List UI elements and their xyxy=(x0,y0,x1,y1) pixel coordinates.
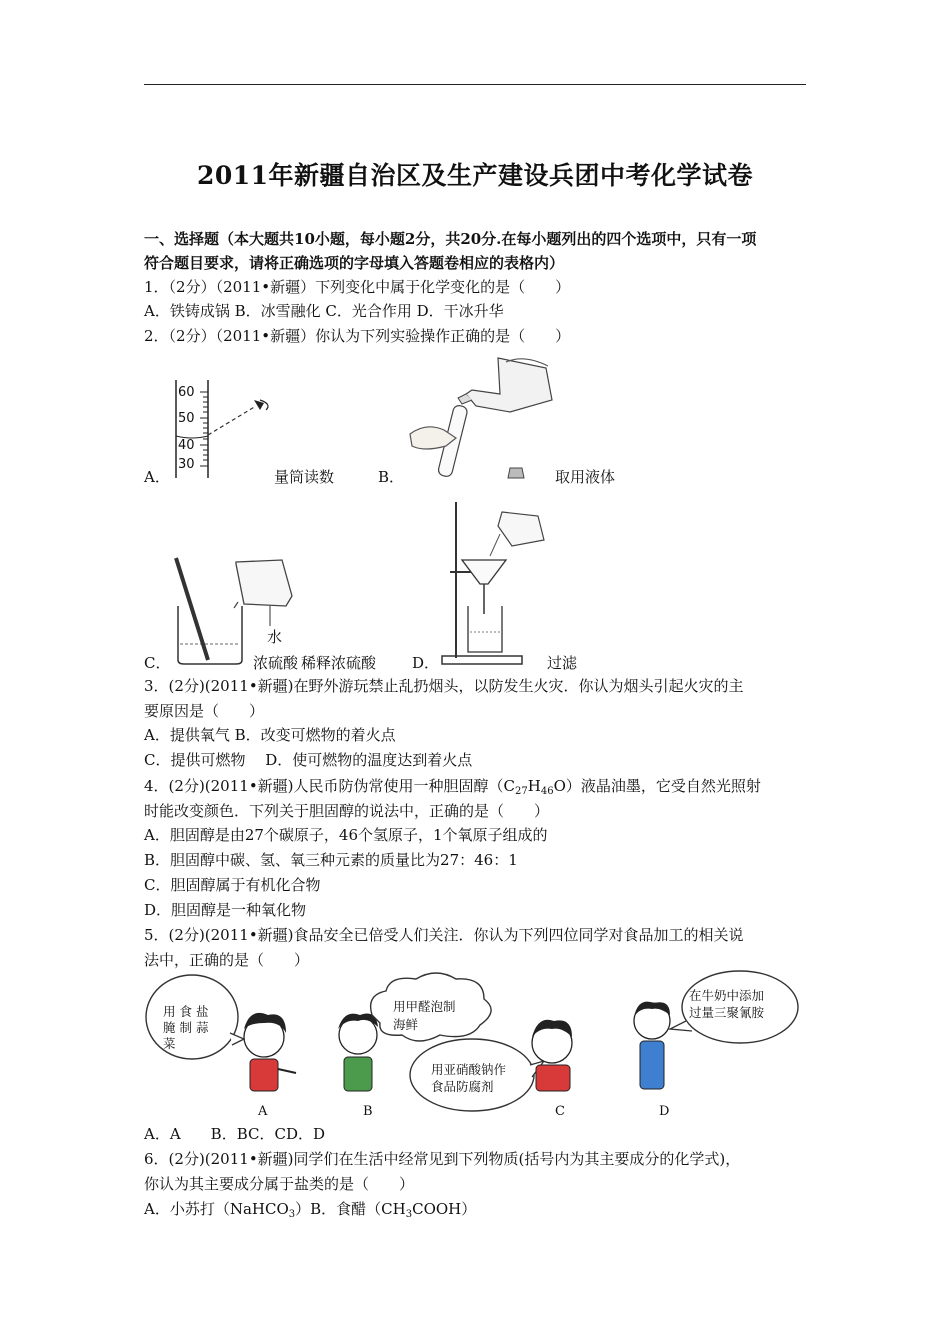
bubbleC-line1: 用亚硝酸钠作 xyxy=(431,1062,507,1077)
tick-60: 60 xyxy=(178,385,195,400)
q6-optA-sub: 3 xyxy=(288,1209,296,1220)
q2-optD-letter: D． xyxy=(412,654,440,672)
q4-optD: D．胆固醇是一种氧化物 xyxy=(144,901,307,919)
bubbleC-line2: 食品防腐剂 xyxy=(431,1079,494,1094)
q5-options: A．A B．BC．CD．D xyxy=(144,1125,325,1143)
q6-optB-text-post: COOH） xyxy=(412,1200,477,1218)
q2-optC-letter: C． xyxy=(144,654,171,672)
student-label-c: C xyxy=(555,1104,565,1119)
section-heading-line1: 一、选择题（本大题共10小题，每小题2分，共20分.在每小题列出的四个选项中，只有一项 xyxy=(144,230,757,248)
q3-options-line2: C．提供可燃物 D．使可燃物的温度达到着火点 xyxy=(144,751,473,769)
q4-optA: A．胆固醇是由27个碳原子，46个氢原子，1个氧原子组成的 xyxy=(144,826,548,844)
q5-stem-line1: 5．(2分)(2011•新疆)食品安全已倍受人们关注．你认为下列四位同学对食品加工的相关说 xyxy=(144,926,744,944)
top-rule xyxy=(144,84,806,85)
q4-stem-line2: 时能改变颜色．下列关于胆固醇的说法中，正确的是（ ） xyxy=(144,802,550,820)
bubbleD-line2: 过量三聚氰胺 xyxy=(689,1005,765,1020)
q2-optC-label-water: 水 xyxy=(267,628,283,646)
pour-liquid-figure xyxy=(406,350,556,485)
q2-optA-letter: A． xyxy=(144,468,170,486)
bubbleB-line2: 海鲜 xyxy=(393,1017,419,1032)
q6-options xyxy=(144,1199,476,1219)
bubbleA-line1: 用 食 盐 xyxy=(163,1004,209,1019)
q2-optD-caption: 过滤 xyxy=(547,654,578,672)
q3-options-line1: A．提供氧气 B．改变可燃物的着火点 xyxy=(144,726,396,744)
q4-optB: B．胆固醇中碳、氢、氧三种元素的质量比为27：46：1 xyxy=(144,851,518,869)
q1-options: A．铁铸成锅 B．冰雪融化 C．光合作用 D．干冰升华 xyxy=(144,302,504,320)
student-label-a: A xyxy=(258,1104,268,1119)
q6-optB-sub: 3 xyxy=(405,1209,413,1220)
q2-optB-letter: B． xyxy=(378,468,405,486)
bubbleB-line1: 用甲醛泡制 xyxy=(393,999,456,1014)
student-label-d: D xyxy=(659,1104,670,1119)
q4-sub-hydrogen: 46 xyxy=(540,786,554,797)
tick-40: 40 xyxy=(178,438,195,453)
q2-stem: 2．（2分）（2011•新疆）你认为下列实验操作正确的是（ ） xyxy=(144,327,571,345)
q6-optB-text: ）B．食醋（CH xyxy=(295,1200,406,1218)
bubbleA-line3: 菜 xyxy=(163,1036,176,1051)
q4-text-h: H xyxy=(527,777,541,795)
section-heading-line2: 符合题目要求，请将正确选项的字母填入答题卷相应的表格内） xyxy=(144,254,565,272)
q5-stem-line2: 法中，正确的是（ ） xyxy=(144,951,310,969)
tick-50: 50 xyxy=(178,411,195,426)
q6-stem-line1: 6．(2分)(2011•新疆)同学们在生活中经常见到下列物质(括号内为其主要成分的化学式)， xyxy=(144,1150,741,1168)
q4-text-post: O）液晶油墨，它受自然光照射 xyxy=(553,777,761,795)
q4-optC: C．胆固醇属于有机化合物 xyxy=(144,876,321,894)
q3-stem-line1: 3．(2分)(2011•新疆)在野外游玩禁止乱扔烟头，以防发生火灾．你认为烟头引起火灾的主 xyxy=(144,677,744,695)
page-title: 2011年新疆自治区及生产建设兵团中考化学试卷 xyxy=(196,161,754,190)
q4-sub-carbon: 27 xyxy=(515,786,528,797)
q2-optC-caption: 稀释浓硫酸 xyxy=(301,654,377,672)
q6-optA-text: A．小苏打（NaHCO xyxy=(144,1200,289,1218)
q4-text-pre: 4．(2分)(2011•新疆)人民币防伪常使用一种胆固醇（C xyxy=(144,777,515,795)
q2-optC-label-acid: 浓硫酸 xyxy=(253,654,299,672)
q1-stem: 1．（2分）（2011•新疆）下列变化中属于化学变化的是（ ） xyxy=(144,278,571,296)
bubbleD-line1: 在牛奶中添加 xyxy=(689,988,765,1003)
tick-30: 30 xyxy=(178,457,195,472)
q3-stem-line2: 要原因是（ ） xyxy=(144,702,265,720)
q4-stem-line1 xyxy=(144,776,761,796)
q2-optA-caption: 量筒读数 xyxy=(274,468,335,486)
bubbleA-line2: 腌 制 蒜 xyxy=(163,1020,209,1035)
student-label-b: B xyxy=(363,1104,373,1119)
filtration-figure xyxy=(440,496,550,668)
q2-optB-caption: 取用液体 xyxy=(555,468,616,486)
q6-stem-line2: 你认为其主要成分属于盐类的是（ ） xyxy=(144,1175,415,1193)
